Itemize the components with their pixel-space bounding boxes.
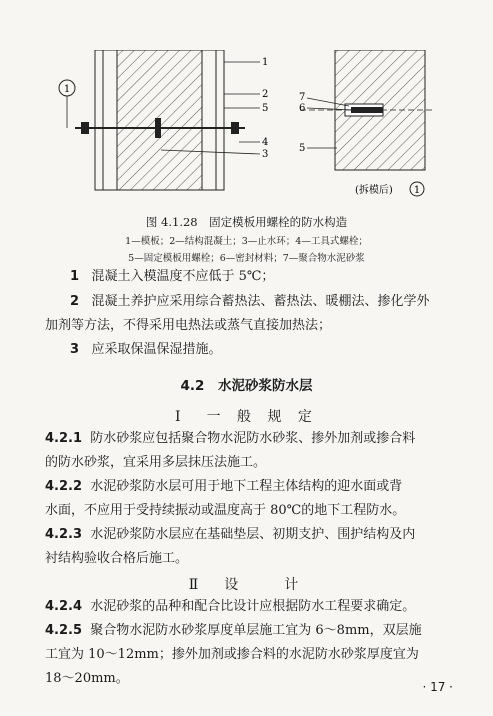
label-right-6: 6 (299, 103, 306, 114)
list-item-number: 1 (70, 269, 80, 284)
after-formwork-tag: (拆模后) (355, 185, 393, 196)
figure-legend-line-2: 5—固定模板用螺栓；6—密封材料；7—聚合物水泥砂浆 (128, 253, 365, 264)
label-left-4: 4 (262, 137, 269, 148)
list-item-number: 2 (70, 294, 80, 309)
figure-caption: 图 4.1.28 固定模板用螺栓的防水构造 (145, 215, 348, 229)
clause-number: 4.2.5 (45, 623, 83, 638)
clause-4-2-3-cont: 衬结构验收合格后施工。 (45, 551, 189, 566)
label-left-2: 2 (262, 89, 269, 100)
clause-number: 4.2.3 (45, 527, 83, 542)
clause-4-2-5-cont-2: 18～20mm。 (45, 671, 129, 686)
clause-text: 防水砂浆应包括聚合物水泥防水砂浆、掺外加剂或掺合料 (90, 431, 416, 446)
list-item-text: 混凝土养护应采用综合蓄热法、蓄热法、暖棚法、掺化学外 (91, 294, 430, 309)
list-item-number: 3 (70, 342, 80, 357)
label-left-1: 1 (262, 57, 269, 68)
list-item-3 (70, 339, 221, 361)
clause-text: 聚合物水泥防水砂浆厚度单层施工宜为 6～8mm，双层施 (90, 623, 422, 638)
figure-legend-line-1: 1—模板；2—结构混凝土；3—止水环；4—工具式螺栓； (125, 236, 368, 247)
circle-marker-left: 1 (63, 84, 71, 95)
circle-marker-right: 1 (413, 185, 421, 196)
label-left-5: 5 (262, 103, 269, 114)
list-item-text: 应采取保温保湿措施。 (91, 342, 222, 357)
left-section-drawing (59, 50, 268, 190)
clause-text: 水泥砂浆防水层可用于地下工程主体结构的迎水面或背 (90, 479, 403, 494)
list-item-2 (70, 291, 429, 313)
clause-number: 4.2.1 (45, 431, 83, 446)
clause-4-2-2 (45, 476, 402, 498)
right-section-drawing (299, 50, 435, 196)
clause-4-2-4 (45, 596, 415, 618)
clause-4-2-1 (45, 428, 415, 450)
subsection-title-general: Ⅰ 一 般 规 定 (175, 409, 318, 425)
list-item-text: 混凝土入模温度不应低于 5℃； (91, 269, 275, 284)
clause-4-2-2-cont: 水面，不应用于受持续振动或温度高于 80℃的地下工程防水。 (45, 503, 406, 518)
clause-number: 4.2.4 (45, 599, 83, 614)
clause-text: 水泥砂浆的品种和配合比设计应根据防水工程要求确定。 (90, 599, 416, 614)
clause-4-2-1-cont: 的防水砂浆，宜采用多层抹压法施工。 (45, 455, 267, 470)
clause-text: 水泥砂浆防水层应在基础垫层、初期支护、围护结构及内 (90, 527, 416, 542)
clause-4-2-5-cont: 工宜为 10～12mm；掺外加剂或掺合料的水泥防水砂浆厚度宜为 (45, 647, 419, 662)
list-item-2-continued: 加剂等方法，不得采用电热法或蒸气直接加热法； (45, 318, 332, 333)
label-right-7: 7 (299, 92, 306, 103)
clause-4-2-5 (45, 620, 422, 642)
clause-number: 4.2.2 (45, 479, 83, 494)
page-number: · 17 · (422, 680, 453, 694)
waterproof-bolt-diagram (55, 50, 435, 210)
label-right-5: 5 (299, 143, 306, 154)
list-item-1 (70, 266, 274, 288)
subsection-title-design: Ⅱ 设 计 (188, 577, 305, 593)
clause-4-2-3 (45, 524, 415, 546)
label-left-3: 3 (262, 149, 269, 160)
section-title: 4.2 水泥砂浆防水层 (180, 378, 313, 394)
